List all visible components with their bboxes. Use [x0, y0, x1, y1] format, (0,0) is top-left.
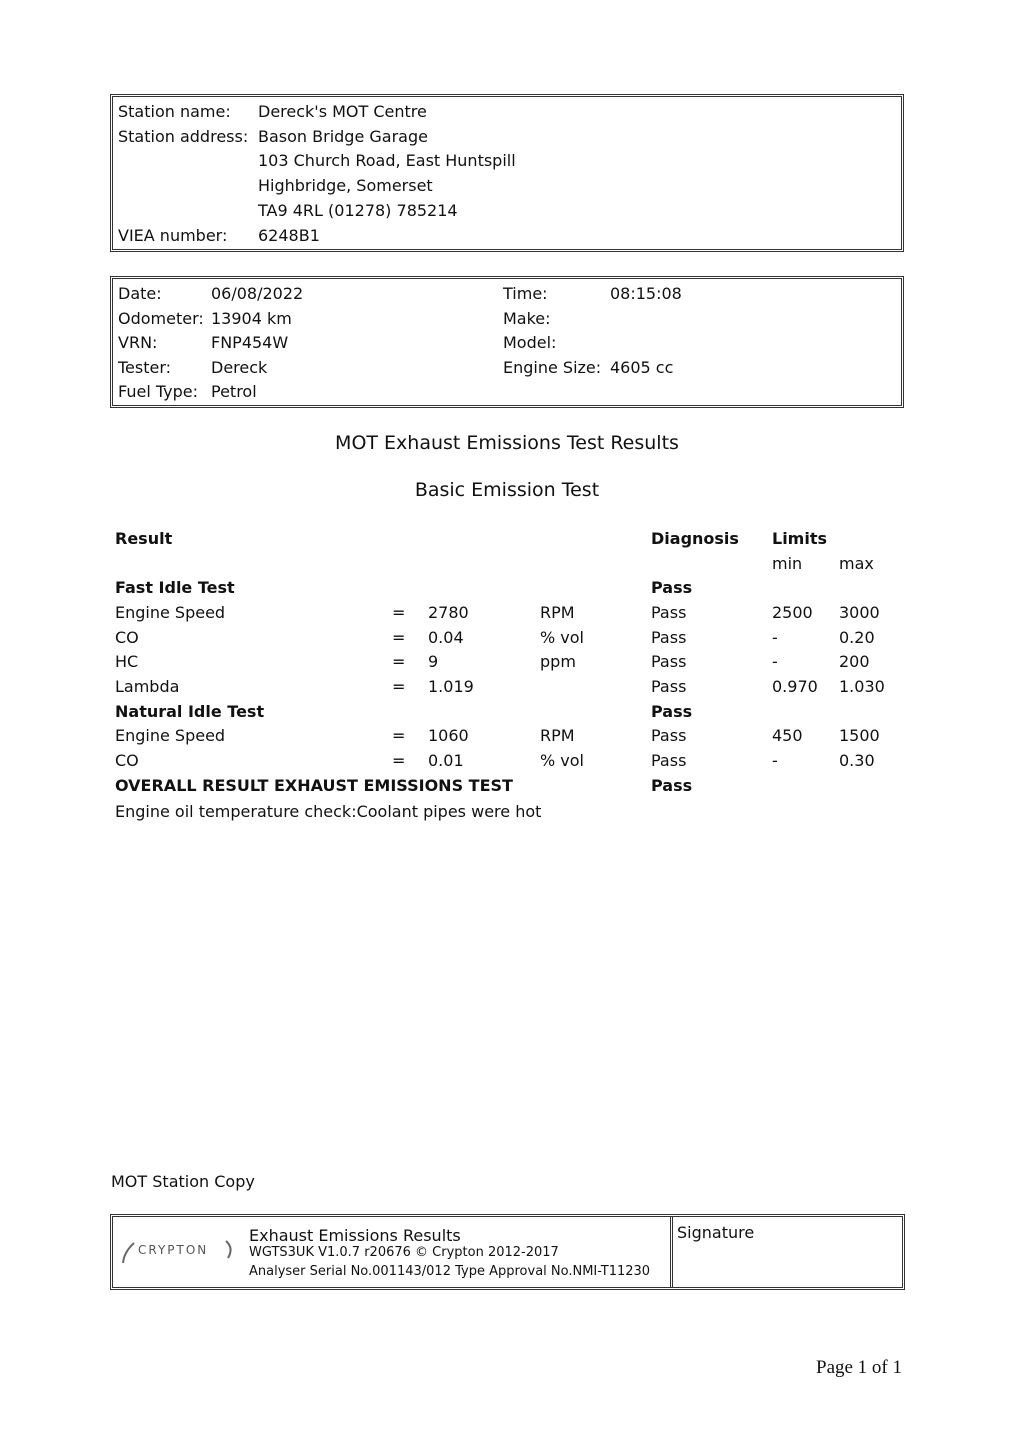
row-min: - [772, 628, 778, 647]
row-value: 2780 [428, 603, 469, 622]
footer-version: WGTS3UK V1.0.7 r20676 © Crypton 2012-2017 [249, 1245, 559, 1260]
max-column-header: max [839, 554, 874, 573]
fuel-type-value: Petrol [211, 382, 257, 401]
station-name: Dereck's MOT Centre [258, 102, 427, 121]
signature-label: Signature [677, 1223, 755, 1242]
limits-column-header: Limits [772, 529, 828, 548]
row-value: 1060 [428, 726, 469, 745]
row-name: Engine Speed [115, 726, 226, 745]
row-diagnosis: Pass [651, 603, 687, 622]
crypton-logo-text: CRYPTON [138, 1243, 209, 1257]
row-diagnosis: Pass [651, 726, 687, 745]
row-diagnosis: Pass [651, 677, 687, 696]
natural-idle-diagnosis: Pass [651, 702, 693, 721]
station-copy-label: MOT Station Copy [111, 1172, 255, 1191]
fast-idle-diagnosis: Pass [651, 578, 693, 597]
model-label: Model: [503, 333, 557, 352]
row-equals: = [392, 628, 406, 647]
date-value: 06/08/2022 [211, 284, 304, 303]
oil-temperature-note: Engine oil temperature check:Coolant pipes were hot [115, 802, 542, 821]
row-max: 0.30 [839, 751, 875, 770]
overall-result-label: OVERALL RESULT EXHAUST EMISSIONS TEST [115, 776, 513, 795]
time-label: Time: [503, 284, 548, 303]
date-label: Date: [118, 284, 162, 303]
viea-number: 6248B1 [258, 226, 320, 245]
page-number: Page 1 of 1 [816, 1357, 903, 1378]
row-equals: = [392, 726, 406, 745]
row-value: 0.01 [428, 751, 464, 770]
row-max: 200 [839, 652, 870, 671]
row-unit: % vol [540, 628, 584, 647]
station-address-label: Station address: [118, 127, 249, 146]
diagnosis-column-header: Diagnosis [651, 529, 739, 548]
row-diagnosis: Pass [651, 652, 687, 671]
fast-idle-test-heading: Fast Idle Test [115, 578, 235, 597]
vrn-value: FNP454W [211, 333, 289, 352]
row-equals: = [392, 652, 406, 671]
row-min: - [772, 652, 778, 671]
crypton-logo [120, 1238, 240, 1266]
tester-value: Dereck [211, 358, 268, 377]
row-max: 0.20 [839, 628, 875, 647]
row-min: 450 [772, 726, 803, 745]
result-column-header: Result [115, 529, 173, 548]
page-title: MOT Exhaust Emissions Test Results [335, 432, 679, 454]
tester-label: Tester: [118, 358, 172, 377]
row-unit: ppm [540, 652, 576, 671]
row-max: 3000 [839, 603, 880, 622]
natural-idle-test-heading: Natural Idle Test [115, 702, 265, 721]
row-value: 1.019 [428, 677, 474, 696]
row-equals: = [392, 603, 406, 622]
row-name: CO [115, 628, 139, 647]
row-max: 1500 [839, 726, 880, 745]
viea-label: VIEA number: [118, 226, 228, 245]
row-equals: = [392, 751, 406, 770]
footer-divider [670, 1217, 673, 1287]
odometer-label: Odometer: [118, 309, 204, 328]
footer-serial: Analyser Serial No.001143/012 Type Approval No.NMI-T11230 [249, 1264, 651, 1279]
min-column-header: min [772, 554, 803, 573]
footer-title: Exhaust Emissions Results [249, 1226, 461, 1245]
row-equals: = [392, 677, 406, 696]
row-value: 9 [428, 652, 439, 671]
row-unit: RPM [540, 603, 575, 622]
make-label: Make: [503, 309, 551, 328]
row-unit: RPM [540, 726, 575, 745]
row-max: 1.030 [839, 677, 885, 696]
row-name: Lambda [115, 677, 180, 696]
vrn-label: VRN: [118, 333, 158, 352]
fuel-type-label: Fuel Type: [118, 382, 198, 401]
engine-size-value: 4605 cc [610, 358, 674, 377]
engine-size-label: Engine Size: [503, 358, 602, 377]
row-min: 0.970 [772, 677, 818, 696]
row-name: CO [115, 751, 139, 770]
row-min: 2500 [772, 603, 813, 622]
row-diagnosis: Pass [651, 751, 687, 770]
odometer-value: 13904 km [211, 309, 292, 328]
row-name: HC [115, 652, 139, 671]
row-value: 0.04 [428, 628, 464, 647]
time-value: 08:15:08 [610, 284, 682, 303]
row-unit: % vol [540, 751, 584, 770]
station-address-line2: 103 Church Road, East Huntspill [258, 151, 516, 170]
page-subtitle: Basic Emission Test [414, 479, 600, 501]
row-name: Engine Speed [115, 603, 226, 622]
row-diagnosis: Pass [651, 628, 687, 647]
overall-result-value: Pass [651, 776, 693, 795]
station-address-line3: Highbridge, Somerset [258, 176, 433, 195]
station-address-line4: TA9 4RL (01278) 785214 [258, 201, 458, 220]
station-address-line1: Bason Bridge Garage [258, 127, 428, 146]
station-name-label: Station name: [118, 102, 231, 121]
row-min: - [772, 751, 778, 770]
